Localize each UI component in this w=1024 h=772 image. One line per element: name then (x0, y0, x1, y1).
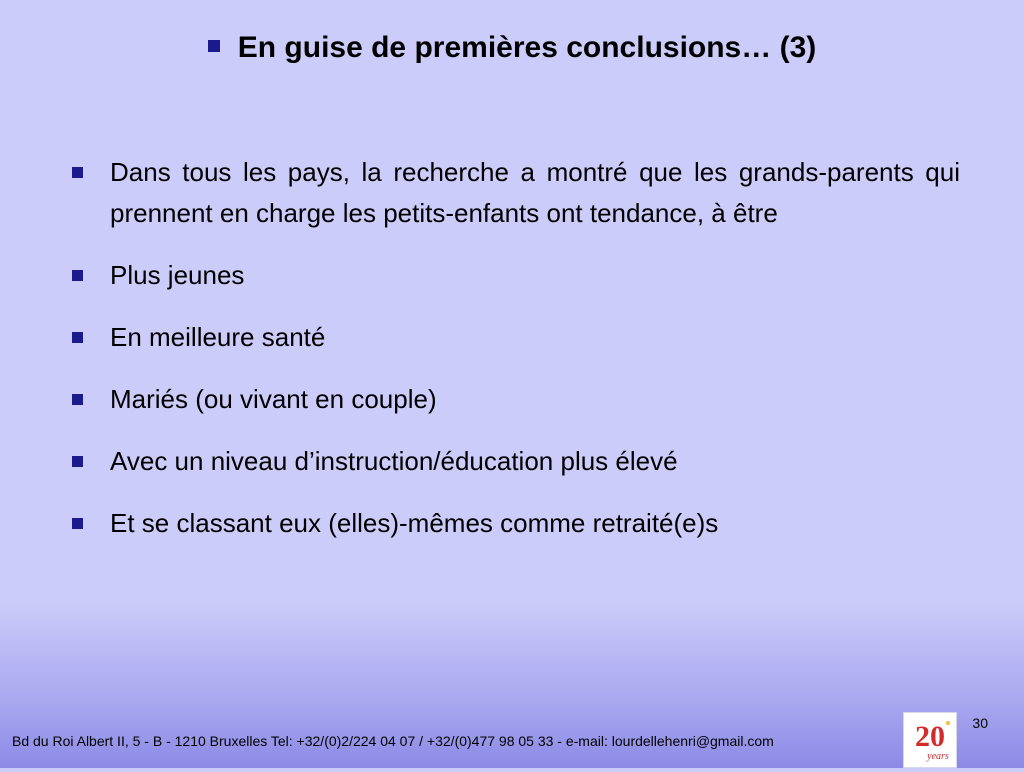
slide-title-text: En guise de premières conclusions… (3) (237, 31, 817, 64)
bullet-icon (72, 167, 83, 178)
bullet-list (72, 152, 960, 565)
page-number: 30 (972, 715, 988, 731)
footer-address: Bd du Roi Albert II, 5 - B - 1210 Bruxelles Tel: +32/(0)2/224 04 07 / +32/(0)477 98 05 33 - e-mail: lourdellehenri@gmail.com (12, 733, 774, 749)
bullet-item: Et se classant eux (elles)-mêmes comme retraité(e)s (72, 503, 960, 544)
anniversary-logo-icon (904, 713, 956, 767)
bullet-item: Avec un niveau d’instruction/éducation plus élevé (72, 441, 960, 482)
bullet-item: Mariés (ou vivant en couple) (72, 379, 960, 420)
bullet-item: En meilleure santé (72, 317, 960, 358)
logo-star-icon (946, 721, 950, 725)
logo-word: years (927, 751, 949, 762)
bullet-item: Plus jeunes (72, 255, 960, 296)
bullet-icon (72, 518, 83, 529)
bullet-icon (72, 394, 83, 405)
anniversary-logo (903, 712, 957, 768)
bullet-icon (72, 456, 83, 467)
bullet-item: Dans tous les pays, la recherche a montré que les grands-parents qui prennent en charge les petits-enfants ont tendance, à être (72, 152, 960, 234)
title-bullet-icon (208, 40, 220, 52)
logo-number: 20 (915, 720, 945, 753)
slide-title (0, 28, 1024, 68)
bullet-icon (72, 270, 83, 281)
bullet-icon (72, 332, 83, 343)
